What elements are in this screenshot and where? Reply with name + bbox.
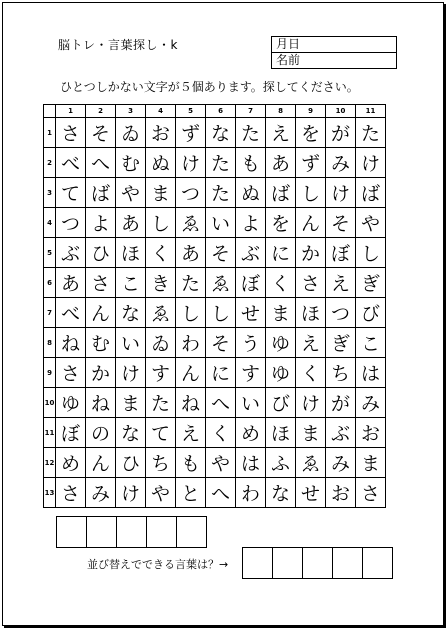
grid-cell[interactable]: ば [356, 178, 386, 208]
grid-row [44, 208, 386, 238]
grid-cell[interactable]: ゑ [176, 208, 206, 238]
grid-row [44, 148, 386, 178]
grid-cell[interactable]: さ [56, 358, 86, 388]
grid-cell[interactable]: の [86, 418, 116, 448]
grid-cell[interactable]: え [296, 328, 326, 358]
grid-cell[interactable]: お [356, 418, 386, 448]
name-field[interactable]: 名前 [276, 53, 301, 67]
grid-cell[interactable]: み [86, 478, 116, 508]
grid-cell[interactable]: や [116, 178, 146, 208]
row-number: 11 [44, 418, 56, 448]
grid-row [44, 268, 386, 298]
grid-cell[interactable]: な [206, 118, 236, 148]
grid-cell[interactable]: ぎ [326, 328, 356, 358]
grid-cell[interactable]: ひ [86, 238, 116, 268]
grid-row [44, 448, 386, 478]
column-number: 5 [176, 105, 206, 118]
grid-cell[interactable]: ぬ [146, 148, 176, 178]
grid-row [44, 118, 386, 148]
grid-row [44, 238, 386, 268]
grid-cell[interactable]: き [146, 268, 176, 298]
grid-cell[interactable]: え [326, 268, 356, 298]
row-number: 10 [44, 388, 56, 418]
grid-cell[interactable]: さ [56, 478, 86, 508]
grid-cell[interactable]: が [326, 118, 356, 148]
grid-cell[interactable]: ぶ [236, 238, 266, 268]
grid-cell[interactable]: を [296, 118, 326, 148]
answer-box[interactable] [116, 516, 147, 548]
answer-boxes-bottom [243, 547, 393, 579]
column-number: 1 [56, 105, 86, 118]
grid-cell[interactable]: あ [56, 268, 86, 298]
grid-cell[interactable]: べ [56, 148, 86, 178]
grid-cell[interactable]: あ [266, 148, 296, 178]
grid-cell[interactable]: こ [116, 268, 146, 298]
grid-cell[interactable]: ほ [116, 238, 146, 268]
row-number: 7 [44, 298, 56, 328]
grid-cell[interactable]: さ [86, 268, 116, 298]
grid-cell[interactable]: そ [86, 118, 116, 148]
answer-box[interactable] [146, 516, 177, 548]
grid-cell[interactable]: お [146, 118, 176, 148]
grid-cell[interactable]: ゑ [296, 448, 326, 478]
answer-box[interactable] [272, 547, 303, 579]
grid-cell[interactable]: あ [176, 238, 206, 268]
grid-cell[interactable]: た [176, 268, 206, 298]
column-number: 4 [146, 105, 176, 118]
grid-cell[interactable]: ね [86, 388, 116, 418]
grid-cell[interactable]: つ [176, 178, 206, 208]
grid-cell[interactable]: ん [176, 358, 206, 388]
grid-cell[interactable]: は [236, 448, 266, 478]
grid-cell[interactable]: ま [356, 448, 386, 478]
column-number: 2 [86, 105, 116, 118]
grid-cell[interactable]: た [356, 118, 386, 148]
grid-cell[interactable]: ね [176, 388, 206, 418]
grid-cell[interactable]: い [206, 208, 236, 238]
grid-cell[interactable]: け [356, 148, 386, 178]
question-text: 並び替えでできる言葉は？→ [87, 558, 229, 571]
grid-cell[interactable]: ゆ [266, 358, 296, 388]
answer-box[interactable] [242, 547, 273, 579]
grid-cell[interactable]: ぶ [326, 418, 356, 448]
grid-cell[interactable]: く [266, 268, 296, 298]
grid-cell[interactable]: も [236, 148, 266, 178]
grid-cell[interactable]: ま [146, 178, 176, 208]
row-number: 8 [44, 328, 56, 358]
grid-cell[interactable]: ず [176, 118, 206, 148]
grid-cell[interactable]: え [266, 118, 296, 148]
grid-row [44, 388, 386, 418]
grid-cell[interactable]: つ [56, 208, 86, 238]
grid-cell[interactable]: ん [86, 298, 116, 328]
column-number: 3 [116, 105, 146, 118]
grid-cell[interactable]: て [146, 418, 176, 448]
grid-cell[interactable]: わ [236, 478, 266, 508]
character-grid [43, 104, 386, 508]
grid-cell[interactable]: め [236, 418, 266, 448]
row-number: 2 [44, 148, 56, 178]
grid-cell[interactable]: そ [326, 208, 356, 238]
grid-cell[interactable]: ぶ [56, 238, 86, 268]
grid-cell[interactable]: し [146, 208, 176, 238]
grid-cell[interactable]: こ [356, 328, 386, 358]
grid-cell[interactable]: け [296, 388, 326, 418]
grid-cell[interactable]: う [236, 328, 266, 358]
grid-cell[interactable]: よ [236, 208, 266, 238]
grid-cell[interactable]: え [176, 418, 206, 448]
worksheet-title: 脳トレ・言葉探し・k [58, 38, 178, 52]
grid-cell[interactable]: か [296, 238, 326, 268]
row-number: 9 [44, 358, 56, 388]
column-number: 9 [296, 105, 326, 118]
grid-cell[interactable]: へ [206, 478, 236, 508]
grid-cell[interactable]: ゑ [146, 298, 176, 328]
grid-cell[interactable]: け [116, 358, 146, 388]
grid-cell[interactable]: し [356, 238, 386, 268]
grid-cell[interactable]: へ [86, 148, 116, 178]
grid-cell[interactable]: く [146, 238, 176, 268]
grid-cell[interactable]: し [176, 298, 206, 328]
grid-cell[interactable]: に [206, 358, 236, 388]
row-number: 5 [44, 238, 56, 268]
grid-cell[interactable]: ま [296, 418, 326, 448]
grid-cell[interactable]: ぼ [56, 418, 86, 448]
grid-cell[interactable]: ば [86, 178, 116, 208]
grid-row [44, 478, 386, 508]
grid-cell[interactable]: た [236, 118, 266, 148]
row-number: 6 [44, 268, 56, 298]
answer-box[interactable] [86, 516, 117, 548]
grid-cell[interactable]: い [236, 388, 266, 418]
grid-cell[interactable]: よ [86, 208, 116, 238]
grid-cell[interactable]: ぬ [236, 178, 266, 208]
grid-cell[interactable]: お [326, 478, 356, 508]
grid-cell[interactable]: め [56, 448, 86, 478]
grid-cell[interactable]: ま [266, 298, 296, 328]
grid-cell[interactable]: せ [296, 478, 326, 508]
grid-cell[interactable]: い [116, 328, 146, 358]
grid-cell[interactable]: は [356, 358, 386, 388]
grid-cell[interactable]: ち [146, 448, 176, 478]
column-header-row [44, 105, 386, 118]
row-number: 13 [44, 478, 56, 508]
grid-cell[interactable]: く [206, 418, 236, 448]
grid-cell[interactable]: て [56, 178, 86, 208]
grid-cell[interactable]: か [86, 358, 116, 388]
grid-row [44, 178, 386, 208]
grid-row [44, 298, 386, 328]
grid-row [44, 358, 386, 388]
grid-cell[interactable]: あ [116, 208, 146, 238]
grid-cell[interactable]: み [326, 448, 356, 478]
column-number: 10 [326, 105, 356, 118]
grid-cell[interactable]: び [356, 298, 386, 328]
grid-cell[interactable]: な [266, 478, 296, 508]
grid-cell[interactable]: す [236, 358, 266, 388]
grid-cell[interactable]: ほ [296, 298, 326, 328]
answer-boxes-top [57, 516, 207, 548]
column-number: 8 [266, 105, 296, 118]
grid-cell[interactable]: ね [56, 328, 86, 358]
grid-cell[interactable]: し [206, 298, 236, 328]
grid-cell[interactable]: た [146, 388, 176, 418]
grid-cell[interactable]: ゆ [266, 328, 296, 358]
grid-cell[interactable]: を [266, 208, 296, 238]
grid-cell[interactable]: が [326, 388, 356, 418]
grid-cell[interactable]: ほ [266, 418, 296, 448]
column-number: 6 [206, 105, 236, 118]
row-number: 3 [44, 178, 56, 208]
grid-cell[interactable]: ま [116, 388, 146, 418]
grid-cell[interactable]: ゐ [116, 118, 146, 148]
grid-cell[interactable]: ゑ [206, 268, 236, 298]
grid-cell[interactable]: け [176, 148, 206, 178]
grid-row [44, 328, 386, 358]
grid-cell[interactable]: や [356, 208, 386, 238]
grid-cell[interactable]: ふ [266, 448, 296, 478]
grid-cell[interactable]: や [146, 478, 176, 508]
grid-cell[interactable]: し [296, 178, 326, 208]
grid-cell[interactable]: く [296, 358, 326, 388]
grid-cell[interactable]: ん [296, 208, 326, 238]
grid-cell[interactable]: む [86, 328, 116, 358]
grid-cell[interactable]: ん [86, 448, 116, 478]
answer-box[interactable] [302, 547, 333, 579]
answer-box[interactable] [362, 547, 393, 579]
grid-cell[interactable]: や [206, 448, 236, 478]
grid-cell[interactable]: ぎ [356, 268, 386, 298]
grid-cell[interactable]: わ [176, 328, 206, 358]
grid-cell[interactable]: ぼ [236, 268, 266, 298]
date-field[interactable]: 月日 [272, 37, 396, 53]
instruction-text: ひとつしかない文字が５個あります。探してください。 [60, 80, 359, 94]
grid-cell[interactable]: と [176, 478, 206, 508]
grid-cell[interactable]: そ [206, 328, 236, 358]
grid-cell[interactable]: け [116, 478, 146, 508]
grid-cell[interactable]: む [116, 148, 146, 178]
grid-cell[interactable]: た [206, 178, 236, 208]
grid-cell[interactable]: み [356, 388, 386, 418]
grid-cell[interactable]: す [146, 358, 176, 388]
grid-row [44, 418, 386, 448]
grid-cell[interactable]: べ [56, 298, 86, 328]
answer-box[interactable] [56, 516, 87, 548]
grid-cell[interactable]: び [266, 388, 296, 418]
grid-cell[interactable]: さ [296, 268, 326, 298]
grid-cell[interactable]: ぼ [326, 238, 356, 268]
grid-cell[interactable]: ず [296, 148, 326, 178]
grid-cell[interactable]: せ [236, 298, 266, 328]
column-number: 11 [356, 105, 386, 118]
grid-cell[interactable]: ち [326, 358, 356, 388]
answer-box[interactable] [176, 516, 207, 548]
grid-cell[interactable]: な [116, 298, 146, 328]
grid-cell[interactable]: へ [206, 388, 236, 418]
grid-cell[interactable]: み [326, 148, 356, 178]
grid-cell[interactable]: ば [266, 178, 296, 208]
grid-cell[interactable]: そ [206, 238, 236, 268]
grid-cell[interactable]: ゆ [56, 388, 86, 418]
grid-cell[interactable]: け [326, 178, 356, 208]
grid-cell[interactable]: さ [56, 118, 86, 148]
answer-box[interactable] [332, 547, 363, 579]
grid-cell[interactable]: ひ [116, 448, 146, 478]
grid-cell[interactable]: ゐ [146, 328, 176, 358]
corner-cell [44, 105, 56, 118]
column-number: 7 [236, 105, 266, 118]
grid-cell[interactable]: さ [356, 478, 386, 508]
grid-cell[interactable]: な [116, 418, 146, 448]
grid-cell[interactable]: に [266, 238, 296, 268]
row-number: 4 [44, 208, 56, 238]
grid-cell[interactable]: た [206, 148, 236, 178]
row-number: 1 [44, 118, 56, 148]
row-number: 12 [44, 448, 56, 478]
date-name-box [271, 36, 397, 69]
grid-cell[interactable]: も [176, 448, 206, 478]
grid-cell[interactable]: つ [326, 298, 356, 328]
